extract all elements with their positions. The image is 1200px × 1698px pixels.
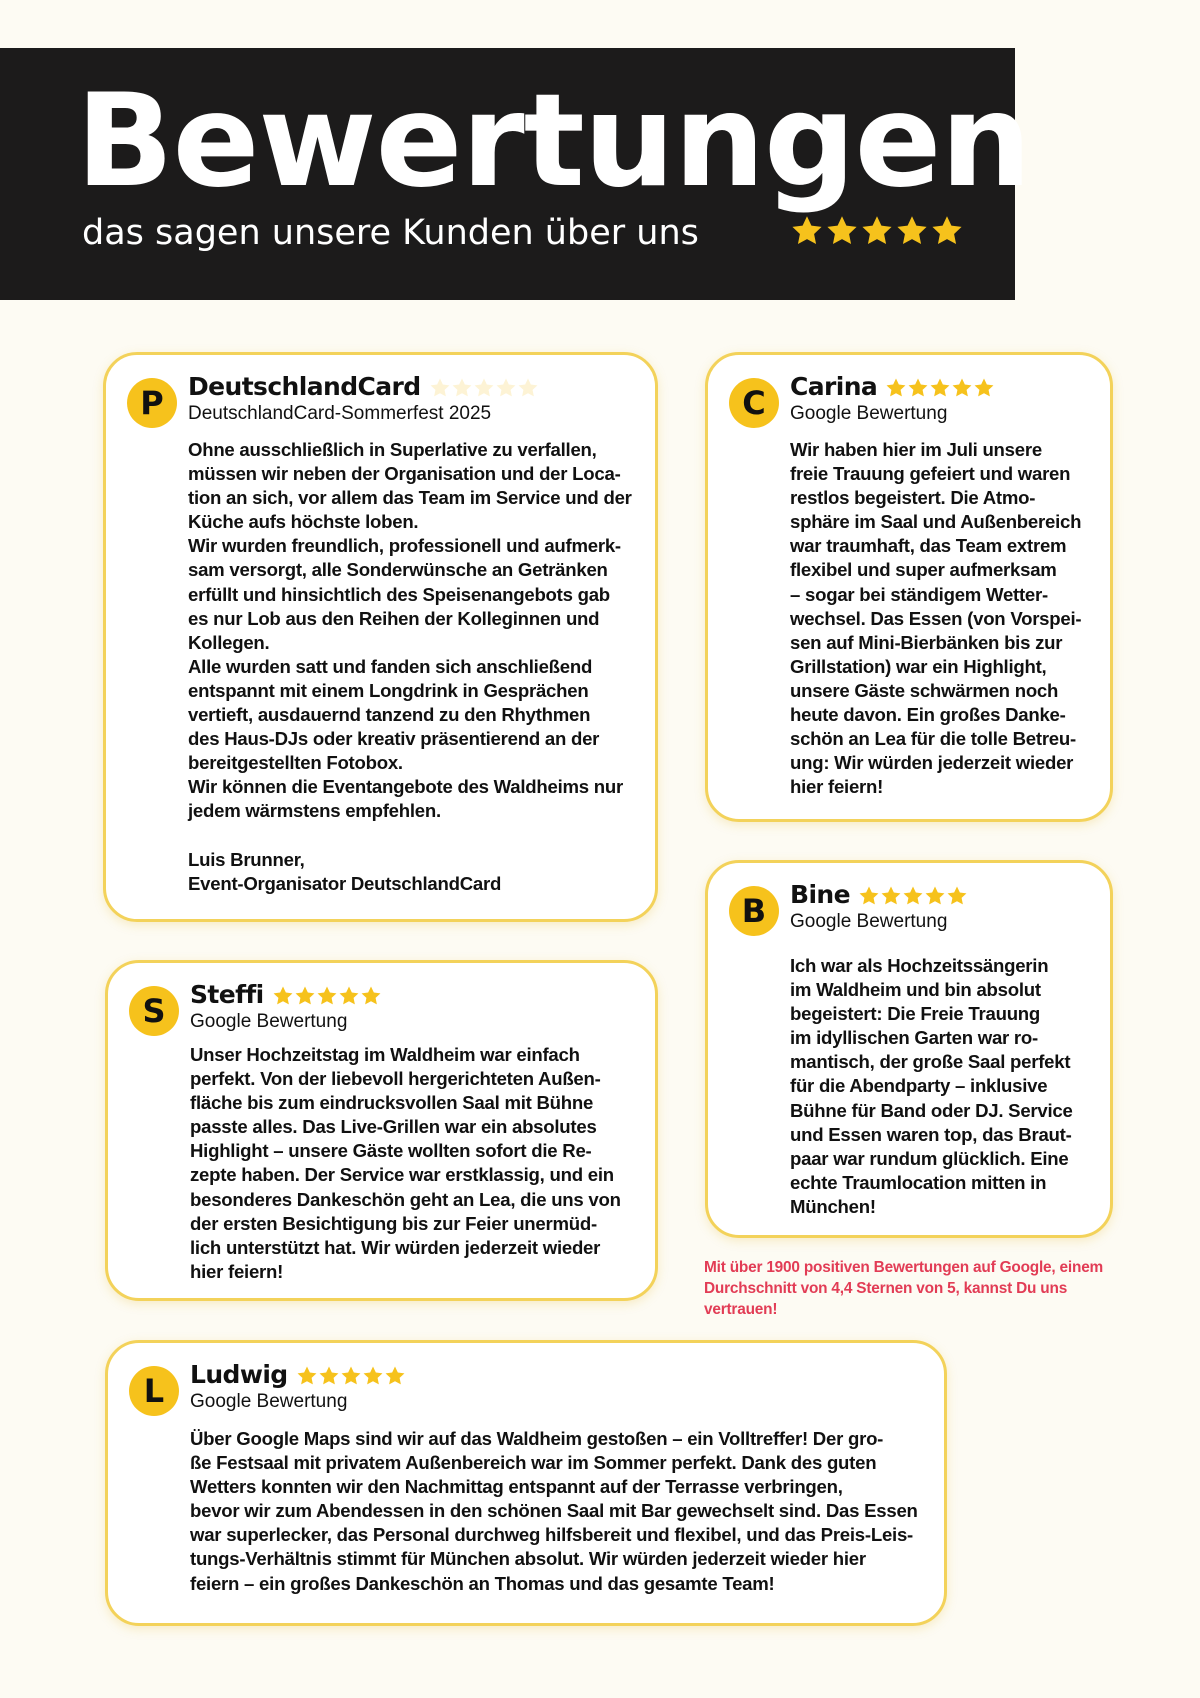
star-icon — [951, 377, 973, 399]
review-source: Google Bewertung — [190, 1391, 348, 1412]
rating-stars — [885, 377, 995, 399]
review-text: Über Google Maps sind wir auf das Waldheim gestoßen – ein Volltreffer! Der gro- ße Festsaal mit privatem Außenbereich war im Sommer perfekt. Dank des guten Wetters konnten wir den Nachmittag entspannt auf der Terrasse verbringen, bevor wir zum Abendessen in den schönen Saal mit Bar gewechselt sind. Das Essen war superlecker, das Personal durchweg hilfsbereit und flexibel, und das Preis-Leis- tungs-Verhältnis stimmt für München absolut. Wir würden jederzeit wieder hier feiern – ein großes Dankeschön an Thomas und das gesamte Team! — [190, 1428, 918, 1594]
star-icon — [318, 1365, 340, 1387]
avatar: C — [729, 378, 779, 428]
star-icon — [973, 377, 995, 399]
review-card-deutschlandcard — [103, 352, 658, 922]
star-icon — [296, 1365, 318, 1387]
rating-stars — [272, 985, 382, 1007]
star-icon — [294, 985, 316, 1007]
review-source: Google Bewertung — [790, 403, 948, 424]
star-icon — [860, 214, 894, 248]
star-icon — [929, 377, 951, 399]
review-card-steffi — [105, 960, 658, 1301]
star-icon — [946, 885, 968, 907]
review-header — [790, 372, 995, 402]
review-header — [188, 372, 539, 402]
review-text: Ohne ausschließlich in Superlative zu verfallen, müssen wir neben der Organisation und der Loca- tion an sich, vor allem das Team im Service und der Küche aufs höchste loben. Wir wurden freundlich, professionell und aufmerk- sam versorgt, alle Sonderwünsche an Getränken erfüllt und hinsichtlich des Speisenangebots gab es nur Lob aus den Reihen der Kolleginnen und Kollegen. Alle wurden satt und fanden sich anschließend entspannt mit einem Longdrink in Gesprächen vertieft, ausdauernd tanzend zu den Rhythmen des Haus-DJs oder kreativ präsentierend an der bereitgestellten Fotobox. Wir können die Eventangebote des Waldheims nur jedem wärmstens empfehlen. Luis Brunner, Event-Organisator DeutschlandCard — [188, 439, 632, 894]
star-icon — [517, 377, 539, 399]
star-icon — [338, 985, 360, 1007]
star-icon — [495, 377, 517, 399]
star-icon — [825, 214, 859, 248]
review-text: Unser Hochzeitstag im Waldheim war einfach perfekt. Von der liebevoll hergerichteten Außen- fläche bis zum eindrucksvollen Saal mit Bühne passte alles. Das Live-Grillen war ein absolutes Highlight – unsere Gäste wollten sofort die Re- zepte haben. Der Service war erstklassig, und ein besonderes Dankeschön geht an Lea, die uns von der ersten Besichtigung bis zur Feier unermüd- lich unterstützt hat. Wir würden jederzeit wieder hier feiern! — [190, 1044, 621, 1282]
star-icon — [316, 985, 338, 1007]
star-icon — [924, 885, 946, 907]
star-icon — [340, 1365, 362, 1387]
review-card-bine — [705, 860, 1113, 1238]
star-icon — [360, 985, 382, 1007]
review-header — [190, 980, 382, 1010]
star-icon — [473, 377, 495, 399]
star-icon — [930, 214, 964, 248]
star-icon — [272, 985, 294, 1007]
review-header — [790, 880, 968, 910]
rating-stars — [429, 377, 539, 399]
review-header — [190, 1360, 406, 1390]
avatar: S — [129, 986, 179, 1036]
star-icon — [429, 377, 451, 399]
star-icon — [451, 377, 473, 399]
review-card-ludwig — [105, 1340, 947, 1626]
star-icon — [907, 377, 929, 399]
reviewer-name: Bine — [790, 880, 850, 909]
review-source: Google Bewertung — [190, 1011, 348, 1032]
reviewer-name: Ludwig — [190, 1360, 288, 1389]
review-source: Google Bewertung — [790, 911, 948, 932]
review-text: Ich war als Hochzeitssängerin im Waldheim und bin absolut begeistert: Die Freie Trauung im idyllischen Garten war ro- mantisch, der große Saal perfekt für die Abendparty – inklusive Bühne für Band oder DJ. Service und Essen waren top, das Braut- paar war rundum glücklich. Eine echte Traumlocation mitten in München! — [790, 955, 1073, 1217]
reviewer-name: Steffi — [190, 980, 264, 1009]
google-rating-note: Mit über 1900 positiven Bewertungen auf Google, einem Durchschnitt von 4,4 Sternen von 5, kannst Du uns vertrauen! — [704, 1259, 1104, 1318]
star-icon — [384, 1365, 406, 1387]
star-icon — [790, 214, 824, 248]
star-icon — [895, 214, 929, 248]
rating-stars — [858, 885, 968, 907]
rating-stars — [296, 1365, 406, 1387]
avatar: P — [127, 378, 177, 428]
avatar: L — [129, 1366, 179, 1416]
reviewer-name: DeutschlandCard — [188, 372, 421, 401]
review-card-carina — [705, 352, 1113, 822]
star-icon — [885, 377, 907, 399]
review-source: DeutschlandCard-Sommerfest 2025 — [188, 403, 492, 424]
review-text: Wir haben hier im Juli unsere freie Trauung gefeiert und waren restlos begeistert. Die Atmo- sphäre im Saal und Außenbereich war traumhaft, das Team extrem flexibel und super aufmerksam – sogar bei ständigem Wetter- wechsel. Das Essen (von Vorspei- sen auf Mini-Bierbänken bis zur Grillstation) war ein Highlight, unsere Gäste schwärmen noch heute davon. Ein großes Danke- schön an Lea für die tolle Betreu- ung: Wir würden jederzeit wieder hier feiern! — [790, 439, 1082, 798]
reviewer-name: Carina — [790, 372, 878, 401]
star-icon — [858, 885, 880, 907]
page-subtitle: das sagen unsere Kunden über uns — [82, 213, 699, 253]
avatar: B — [729, 886, 779, 936]
star-icon — [902, 885, 924, 907]
page-title: Bewertungen — [76, 67, 1031, 216]
star-icon — [880, 885, 902, 907]
star-icon — [362, 1365, 384, 1387]
header-rating-stars — [790, 214, 964, 248]
